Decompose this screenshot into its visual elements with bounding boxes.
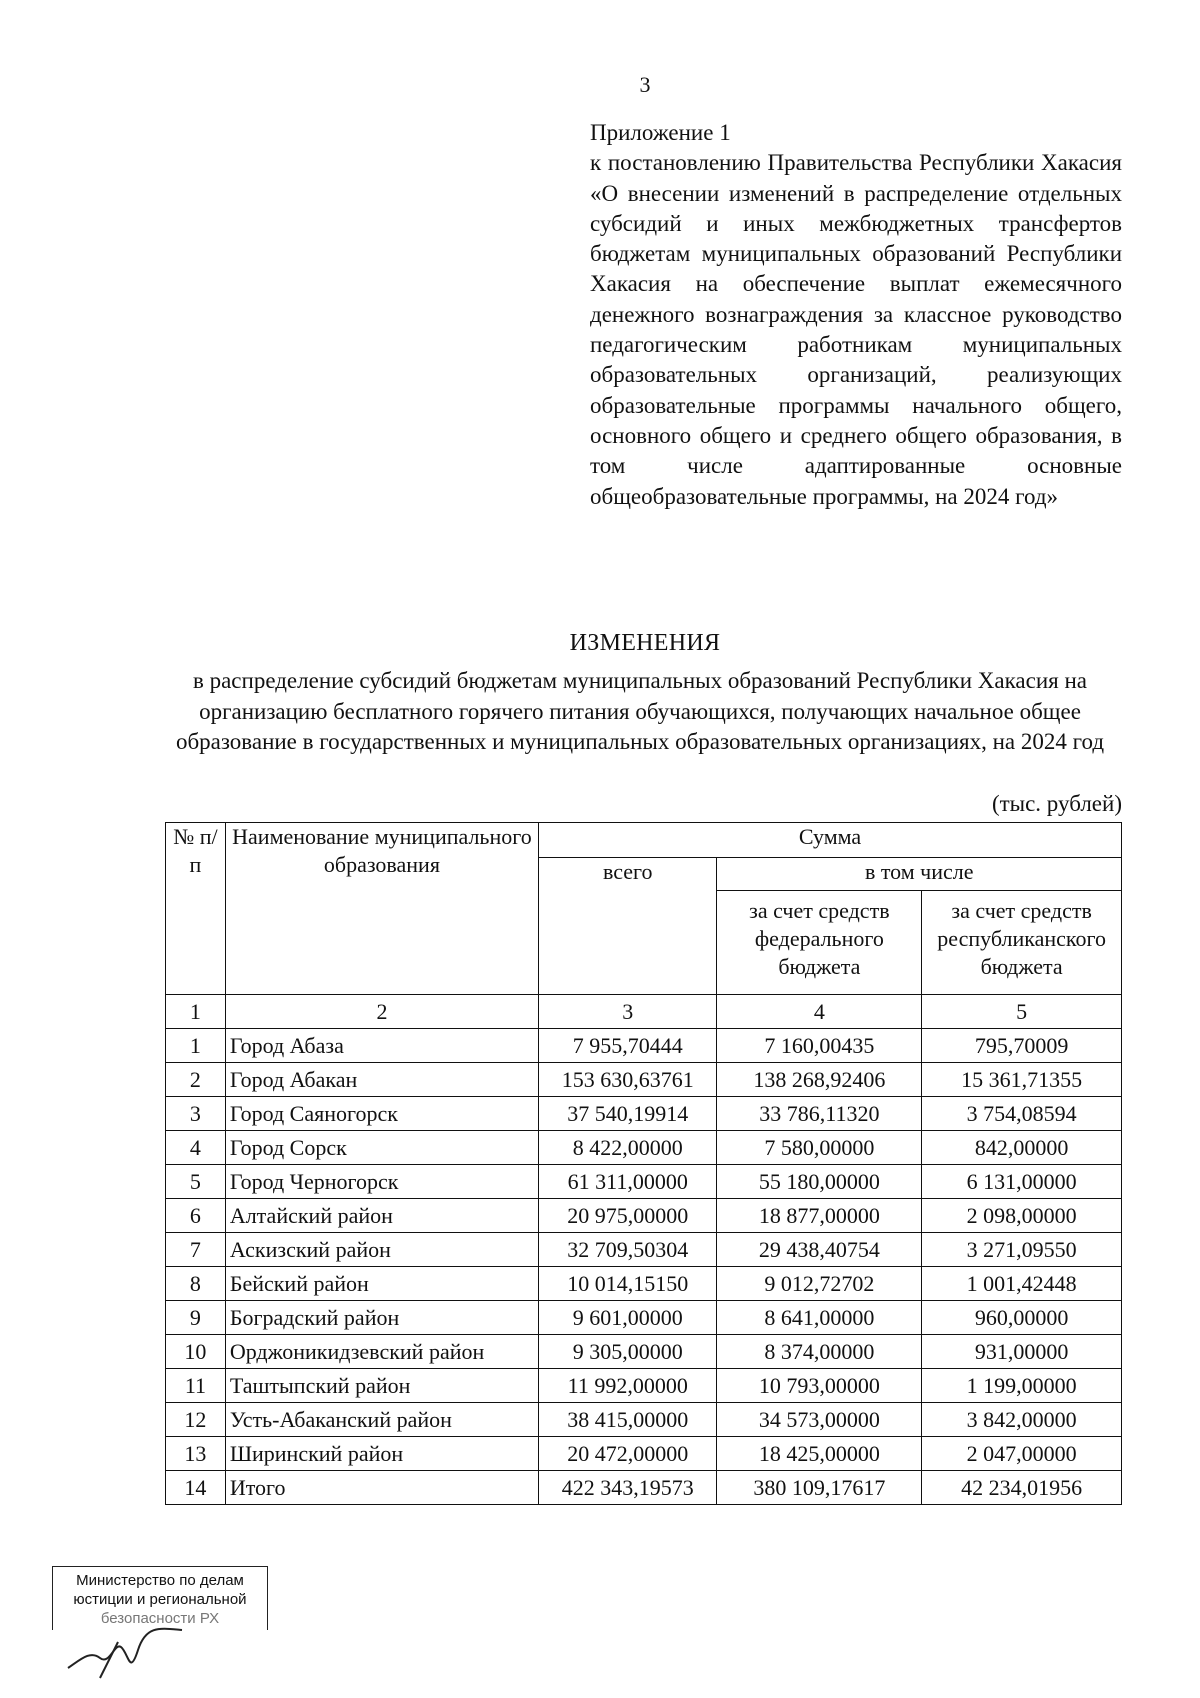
- column-number: 2: [225, 995, 538, 1029]
- header-republic: за счет средств республиканского бюджета: [922, 891, 1122, 995]
- row-republic: 3 754,08594: [922, 1097, 1122, 1131]
- row-total: 37 540,19914: [539, 1097, 717, 1131]
- row-total: 9 601,00000: [539, 1301, 717, 1335]
- table-row: [166, 1063, 1122, 1097]
- column-number: 4: [717, 995, 922, 1029]
- row-republic: 1 199,00000: [922, 1369, 1122, 1403]
- stamp-line: безопасности РХ: [100, 1610, 220, 1627]
- table-row: [166, 1199, 1122, 1233]
- row-number: 6: [166, 1199, 226, 1233]
- row-municipality: Город Саяногорск: [225, 1097, 538, 1131]
- table-row: [166, 1029, 1122, 1063]
- table-row: [166, 1097, 1122, 1131]
- row-municipality: Аскизский район: [225, 1233, 538, 1267]
- header-including: в том числе: [717, 858, 1122, 891]
- row-total: 422 343,19573: [539, 1471, 717, 1505]
- row-number: 7: [166, 1233, 226, 1267]
- row-number: 9: [166, 1301, 226, 1335]
- table-row: [166, 1471, 1122, 1505]
- row-federal: 18 425,00000: [717, 1437, 922, 1471]
- row-federal: 380 109,17617: [717, 1471, 922, 1505]
- row-federal: 7 160,00435: [717, 1029, 922, 1063]
- row-federal: 8 374,00000: [717, 1335, 922, 1369]
- row-municipality: Боградский район: [225, 1301, 538, 1335]
- row-number: 13: [166, 1437, 226, 1471]
- table-row: [166, 1301, 1122, 1335]
- row-municipality: Таштыпский район: [225, 1369, 538, 1403]
- column-number: 5: [922, 995, 1122, 1029]
- row-republic: 842,00000: [922, 1131, 1122, 1165]
- row-republic: 960,00000: [922, 1301, 1122, 1335]
- signature-mark: [60, 1620, 190, 1680]
- header-total: всего: [539, 858, 717, 995]
- row-total: 7 955,70444: [539, 1029, 717, 1063]
- row-total: 10 014,15150: [539, 1267, 717, 1301]
- unit-label: (тыс. рублей): [991, 791, 1122, 816]
- page-number: 3: [639, 72, 651, 97]
- row-federal: 34 573,00000: [717, 1403, 922, 1437]
- row-total: 20 975,00000: [539, 1199, 717, 1233]
- table-row: [166, 1165, 1122, 1199]
- row-number: 5: [166, 1165, 226, 1199]
- row-republic: 6 131,00000: [922, 1165, 1122, 1199]
- document-title: ИЗМЕНЕНИЯ: [569, 630, 721, 656]
- table-row: [166, 1233, 1122, 1267]
- row-total: 11 992,00000: [539, 1369, 717, 1403]
- row-total: 20 472,00000: [539, 1437, 717, 1471]
- table-row: [166, 1131, 1122, 1165]
- table-row: [166, 1267, 1122, 1301]
- column-number: 3: [539, 995, 717, 1029]
- row-number: 8: [166, 1267, 226, 1301]
- row-republic: 42 234,01956: [922, 1471, 1122, 1505]
- row-republic: 2 047,00000: [922, 1437, 1122, 1471]
- row-republic: 3 842,00000: [922, 1403, 1122, 1437]
- table-row: [166, 1403, 1122, 1437]
- table-row: [166, 1369, 1122, 1403]
- row-federal: 138 268,92406: [717, 1063, 922, 1097]
- row-total: 9 305,00000: [539, 1335, 717, 1369]
- row-total: 8 422,00000: [539, 1131, 717, 1165]
- row-federal: 29 438,40754: [717, 1233, 922, 1267]
- row-federal: 9 012,72702: [717, 1267, 922, 1301]
- header-name: Наименование муниципального образования: [225, 823, 538, 995]
- appendix-label: Приложение 1: [590, 120, 731, 145]
- row-federal: 7 580,00000: [717, 1131, 922, 1165]
- row-federal: 18 877,00000: [717, 1199, 922, 1233]
- header-sum: Сумма: [539, 823, 1122, 858]
- row-municipality: Итого: [225, 1471, 538, 1505]
- row-republic: 15 361,71355: [922, 1063, 1122, 1097]
- row-municipality: Усть-Абаканский район: [225, 1403, 538, 1437]
- row-republic: 3 271,09550: [922, 1233, 1122, 1267]
- row-number: 14: [166, 1471, 226, 1505]
- row-republic: 1 001,42448: [922, 1267, 1122, 1301]
- row-municipality: Город Черногорск: [225, 1165, 538, 1199]
- row-total: 153 630,63761: [539, 1063, 717, 1097]
- row-municipality: Алтайский район: [225, 1199, 538, 1233]
- row-federal: 33 786,11320: [717, 1097, 922, 1131]
- document-subtitle: в распределение субсидий бюджетам муниципальных образований Республики Хакасия на организацию бесплатного горячего питания обучающихся, получающих начальное общее образование в государственных и муниципальных образовательных организациях, на 2024 год: [175, 668, 1105, 754]
- row-municipality: Орджоникидзевский район: [225, 1335, 538, 1369]
- row-total: 61 311,00000: [539, 1165, 717, 1199]
- row-total: 32 709,50304: [539, 1233, 717, 1267]
- row-total: 38 415,00000: [539, 1403, 717, 1437]
- header-federal: за счет средств федерального бюджета: [717, 891, 922, 995]
- table-row: [166, 1335, 1122, 1369]
- row-municipality: Город Сорск: [225, 1131, 538, 1165]
- row-municipality: Бейский район: [225, 1267, 538, 1301]
- row-number: 11: [166, 1369, 226, 1403]
- row-republic: 795,70009: [922, 1029, 1122, 1063]
- row-republic: 931,00000: [922, 1335, 1122, 1369]
- row-number: 12: [166, 1403, 226, 1437]
- row-federal: 55 180,00000: [717, 1165, 922, 1199]
- row-number: 1: [166, 1029, 226, 1063]
- row-number: 4: [166, 1131, 226, 1165]
- header-no: № п/п: [166, 823, 226, 995]
- appendix-body: к постановлению Правительства Республики Хакасия «О внесении изменений в распределение отдельных субсидий и иных межбюджетных трансфертов бюджетам муниципальных образований Республики Хакасия на обеспечение выплат ежемесячного денежного вознаграждения за классное руководство педагогическим работникам муниципальных образовательных организаций, реализующих образовательные программы начального общего, основного общего и среднего общего образования, в том числе адаптированные основные общеобразовательные программы, на 2024 год»: [590, 150, 1122, 509]
- stamp-line: юстиции и региональной: [73, 1591, 247, 1608]
- row-number: 3: [166, 1097, 226, 1131]
- row-number: 10: [166, 1335, 226, 1369]
- appendix-block: [590, 118, 1122, 512]
- row-republic: 2 098,00000: [922, 1199, 1122, 1233]
- row-number: 2: [166, 1063, 226, 1097]
- row-federal: 10 793,00000: [717, 1369, 922, 1403]
- column-number-row: [166, 995, 1122, 1029]
- row-municipality: Город Абакан: [225, 1063, 538, 1097]
- distribution-table: [165, 822, 1122, 1505]
- row-federal: 8 641,00000: [717, 1301, 922, 1335]
- column-number: 1: [166, 995, 226, 1029]
- table-row: [166, 1437, 1122, 1471]
- stamp-line: Министерство по делам: [76, 1572, 244, 1589]
- row-municipality: Ширинский район: [225, 1437, 538, 1471]
- row-municipality: Город Абаза: [225, 1029, 538, 1063]
